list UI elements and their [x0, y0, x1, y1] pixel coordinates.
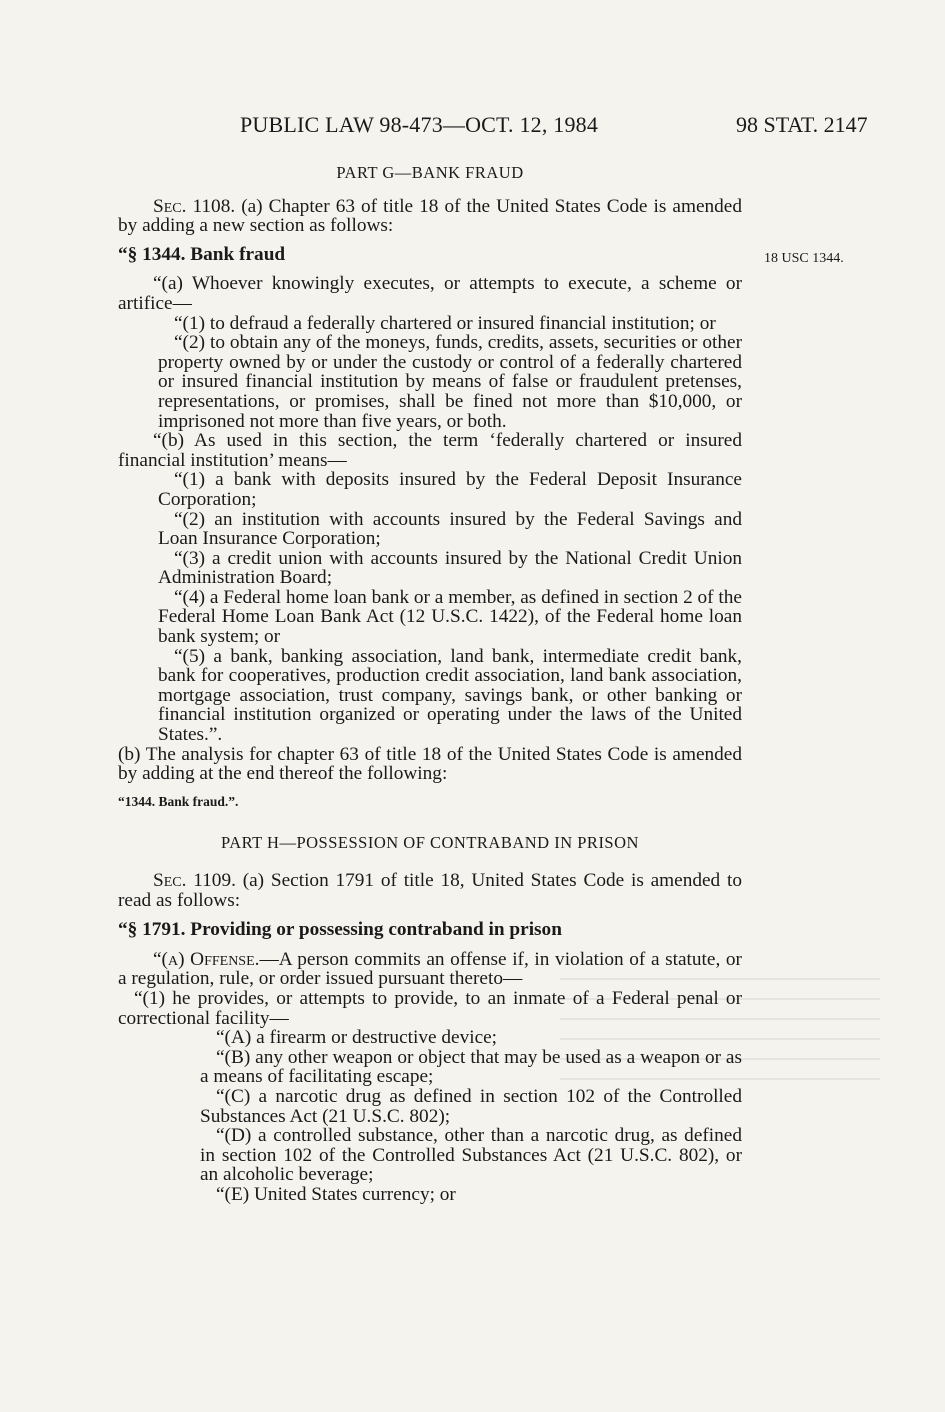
sec-1791-D: “(D) a controlled substance, other than a narcotic drug, as defined in section 102 of the Controlled Substances Act (21 U.S.C. 802), or an alcoholic beverage;	[200, 1125, 742, 1186]
analysis-item: “1344. Bank fraud.”.	[118, 793, 239, 809]
sec-1344-b: “(b) As used in this section, the term ‘federally chartered or insured financial institution’ means—	[118, 430, 742, 471]
sec-1791-E: “(E) United States currency; or	[216, 1183, 456, 1205]
sec-1344-heading: “§ 1344. Bank fraud	[118, 243, 286, 265]
part-g-heading: PART G—BANK FRAUD	[336, 163, 524, 182]
sec-1791-A: “(A) a firearm or destructive device;	[216, 1027, 498, 1049]
sec-1108-text: Sec. 1108. (a) Chapter 63 of title 18 of the United States Code is amended by adding a new section as follows:	[118, 195, 742, 237]
sec-1344-b5: “(5) a bank, banking association, land bank, intermediate credit bank, bank for cooperatives, production credit association, land bank association, mortgage association, trust company, savings bank, or other banking or financial institution organized or operating under the laws of the United States.”.	[158, 645, 742, 746]
sec-1344-b2: “(2) an institution with accounts insured by the Federal Savings and Loan Insurance Corporation;	[158, 508, 742, 550]
page-header	[0, 112, 945, 142]
sec-1344-b4: “(4) a Federal home loan bank or a member, as defined in section 2 of the Federal Home Loan Bank Act (12 U.S.C. 1422), of the Federal home loan bank system; or	[158, 586, 742, 648]
sec-1791-a1: “(1) he provides, or attempts to provide, to an inmate of a Federal penal or correctional facility—	[118, 987, 742, 1029]
sec-1791-C: “(C) a narcotic drug as defined in section 102 of the Controlled Substances Act (21 U.S.C. 802);	[200, 1085, 742, 1127]
sec-1344-a: “(a) Whoever knowingly executes, or attempts to execute, a scheme or artifice—	[118, 273, 742, 314]
sec-1791-a: “(a) Offense.—A person commits an offense if, in violation of a statute, or a regulation, rule, or order issued pursuant thereto—	[118, 948, 742, 990]
sec-1109-text: Sec. 1109. (a) Section 1791 of title 18, United States Code is amended to read as follows:	[118, 870, 742, 911]
margin-citation: 18 USC 1344.	[764, 251, 844, 266]
statute-page: 98 STAT. 2147	[736, 112, 868, 137]
sec-1344-b1: “(1) a bank with deposits insured by the Federal Deposit Insurance Corporation;	[158, 469, 742, 510]
sec-1344-a1: “(1) to defraud a federally chartered or insured financial institution; or	[174, 312, 716, 334]
sec-1344-b3: “(3) a credit union with accounts insured by the National Credit Union Administration Board;	[158, 547, 742, 589]
sec-1791-heading: “§ 1791. Providing or possessing contraband in prison	[118, 919, 562, 941]
sec-1791-B: “(B) any other weapon or object that may be used as a weapon or as a means of facilitating escape;	[200, 1046, 742, 1088]
analysis-amendment: (b) The analysis for chapter 63 of title 18 of the United States Code is amended by adding at the end thereof the following:	[118, 743, 742, 785]
sec-1344-a2: “(2) to obtain any of the moneys, funds, credits, assets, securities or other property owned by or under the custody or control of a federally chartered or insured financial institution by means of false or fraudulent pretenses, representations, or promises, shall be fined not more than $10,000, or imprisoned not more than five years, or both.	[158, 332, 742, 432]
part-h-heading: PART H—POSSESSION OF CONTRABAND IN PRISON	[221, 833, 639, 853]
document-body	[118, 163, 742, 1205]
law-title: PUBLIC LAW 98-473—OCT. 12, 1984	[240, 112, 599, 137]
